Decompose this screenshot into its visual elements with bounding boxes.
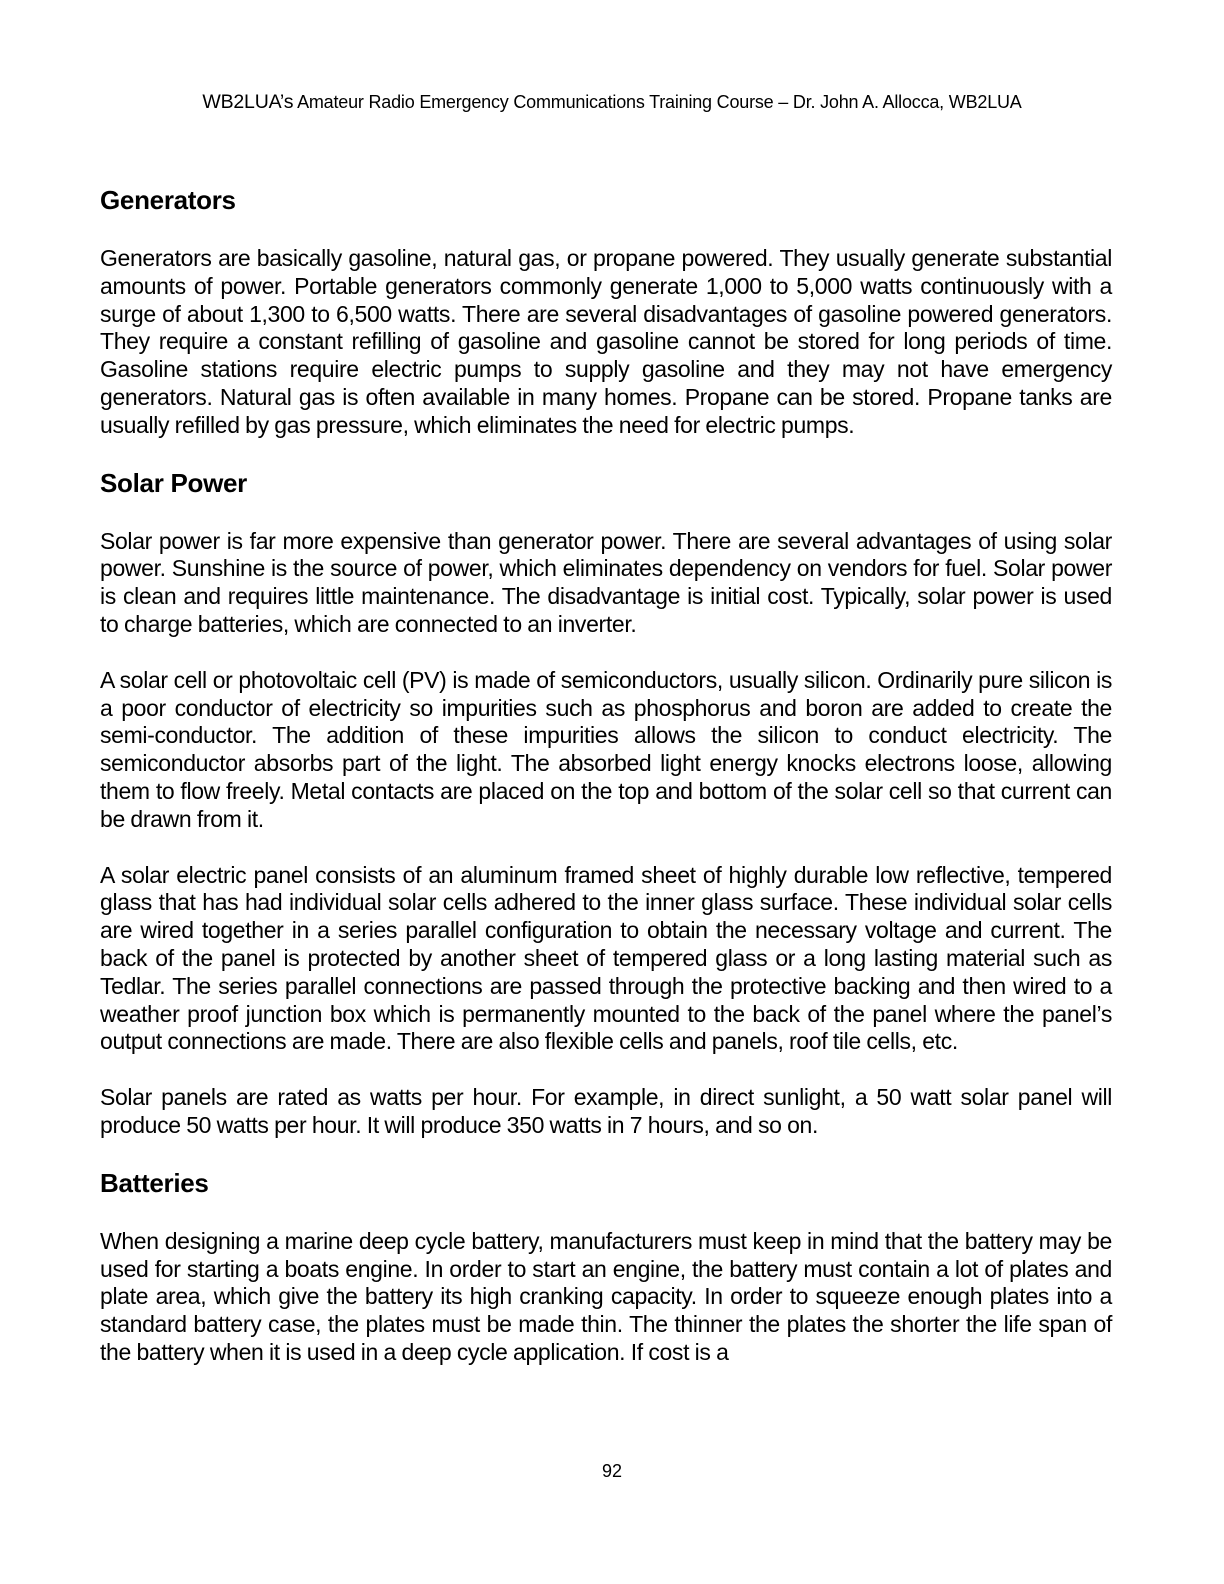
paragraph: Generators are basically gasoline, natural gas, or propane powered. They usually generate substantial amounts of power. Portable generators commonly generate 1,000 to 5,000 watts continuously with a surge of about 1,300 to 6,500 watts. There are several disadvantages of gasoline powered generators. They require a constant refilling of gasoline and gasoline cannot be stored for long periods of time. Gasoline stations require electric pumps to supply gasoline and they may not have emergency generators. Natural gas is often available in many homes. Propane can be stored. Propane tanks are usually refilled by gas pressure, which eliminates the need for electric pumps. (100, 245, 1112, 438)
header-title: Amateur Radio Emergency Communications Training Course – Dr. John A. Allocca, WB2LUA (293, 92, 1022, 112)
section-heading: Solar Power (100, 467, 247, 498)
section-batteries (100, 1168, 1112, 1367)
paragraph: When designing a marine deep cycle battery, manufacturers must keep in mind that the battery may be used for starting a boats engine. In order to start an engine, the battery must contain a lot of plates and plate area, which give the battery its high cranking capacity. In order to squeeze enough plates into a standard battery case, the plates must be made thin. The thinner the plates the shorter the life span of the battery when it is used in a deep cycle application. If cost is a (100, 1227, 1112, 1365)
section-heading: Batteries (100, 1167, 209, 1198)
paragraph: A solar cell or photovoltaic cell (PV) is made of semiconductors, usually silicon. Ordinarily pure silicon is a poor conductor of electricity so impurities such as phosphorus and boron are added to create the semi-conductor. The addition of these impurities allows the silicon to conduct electricity. The semiconductor absorbs part of the light. The absorbed light energy knocks electrons loose, allowing them to flow freely. Metal contacts are placed on the top and bottom of the solar cell so that current can be drawn from it. (100, 666, 1112, 832)
page-body (100, 185, 1112, 1367)
paragraph: A solar electric panel consists of an aluminum framed sheet of highly durable low reflective, tempered glass that has had individual solar cells adhered to the inner glass surface. These individual solar cells are wired together in a series parallel configuration to obtain the necessary voltage and current. The back of the panel is protected by another sheet of tempered glass or a long lasting material such as Tedlar. The series parallel connections are passed through the protective backing and then wired to a weather proof junction box which is permanently mounted to the back of the panel where the panel’s output connections are made. There are also flexible cells and panels, roof tile cells, etc. (100, 861, 1112, 1055)
paragraph: Solar panels are rated as watts per hour. For example, in direct sunlight, a 50 watt solar panel will produce 50 watts per hour. It will produce 350 watts in 7 hours, and so on. (100, 1084, 1112, 1138)
paragraph: Solar power is far more expensive than generator power. There are several advantages of using solar power. Sunshine is the source of power, which eliminates dependency on vendors for fuel. Solar power is clean and requires little maintenance. The disadvantage is initial cost. Typically, solar power is used to charge batteries, which are connected to an inverter. (100, 527, 1112, 637)
section-generators (100, 185, 1112, 440)
section-solar-power (100, 468, 1112, 1140)
page-number: 92 (601, 1461, 623, 1481)
header-callsign: WB2LUA’s (202, 91, 294, 113)
section-heading: Generators (100, 185, 236, 215)
running-header (0, 90, 1224, 114)
